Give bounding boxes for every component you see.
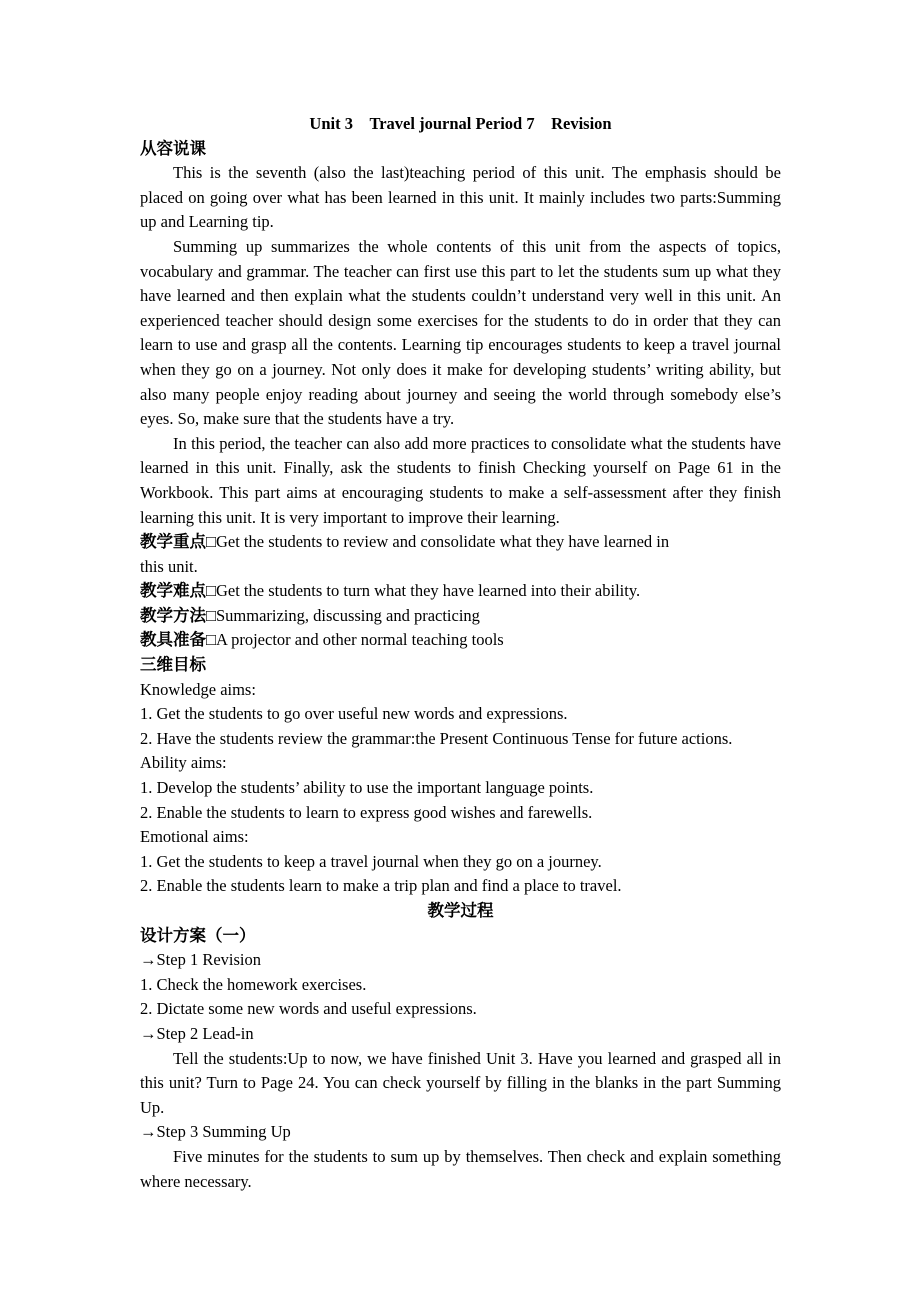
teaching-difficulty-text: Get the students to turn what they have learned into their ability. bbox=[215, 581, 641, 601]
teaching-focus-text-line1: Get the students to review and consolidate what they have learned in bbox=[215, 532, 670, 552]
teaching-method-text: Summarizing, discussing and practicing bbox=[215, 605, 480, 625]
emotional-aims-heading: Emotional aims: bbox=[140, 827, 249, 847]
emotional-aim-item-2: 2. Enable the students learn to make a trip plan and find a place to travel. bbox=[140, 876, 622, 896]
emotional-aim-item-1: 1. Get the students to keep a travel journal when they go on a journey. bbox=[140, 851, 602, 871]
teaching-focus-label: 教学重点□ bbox=[140, 532, 216, 552]
step-3-paragraph: Five minutes for the students to sum up by themselves. Then check and explain something where necessary. bbox=[140, 1146, 781, 1191]
teaching-difficulty-paragraph bbox=[140, 579, 781, 604]
knowledge-aim-item-2: 2. Have the students review the grammar:the Present Continuous Tense for future actions. bbox=[140, 728, 733, 748]
step-2-paragraph: Tell the students:Up to now, we have finished Unit 3. Have you learned and grasped all in this unit? Turn to Page 24. You can check yourself by filling in the blanks in the part Summing Up. bbox=[140, 1048, 781, 1117]
intro-paragraph-1: This is the seventh (also the last)teaching period of this unit. The emphasis should be placed on going over what has been learned in this unit. It mainly includes two parts:Summing up and Learning tip. bbox=[140, 163, 781, 232]
knowledge-aims-heading: Knowledge aims: bbox=[140, 679, 256, 699]
teaching-difficulty-label: 教学难点□ bbox=[140, 581, 216, 601]
teaching-aids-label: 教具准备□ bbox=[140, 630, 216, 650]
plan-heading: 设计方案（一） bbox=[140, 925, 256, 945]
step-3-heading: →Step 3 Summing Up bbox=[140, 1122, 291, 1142]
intro-paragraph-2: Summing up summarizes the whole contents of this unit from the aspects of topics, vocabulary and grammar. The teacher can first use this part to let the students sum up what they have learned and then explain what the students couldn’t understand very well in this unit. An experienced teacher should design some exercises for the students to do in order that they can learn to use and grasp all the contents. Learning tip encourages students to keep a travel journal when they go on a journey. Not only does it make for developing students’ writing ability, but also many people enjoy reading about journey and seeing the world through somebody else’s eyes. So, make sure that the students have a try. bbox=[140, 236, 781, 429]
step-1-item-1: 1. Check the homework exercises. bbox=[140, 974, 367, 994]
ability-aims-heading: Ability aims: bbox=[140, 753, 227, 773]
teaching-focus-text-line2: this unit. bbox=[140, 556, 198, 576]
step-1-item-2: 2. Dictate some new words and useful expressions. bbox=[140, 999, 477, 1019]
document-title: Unit 3 Travel journal Period 7 Revision bbox=[309, 114, 612, 133]
step-2-heading: →Step 2 Lead-in bbox=[140, 1023, 254, 1043]
knowledge-aim-item-1: 1. Get the students to go over useful new words and expressions. bbox=[140, 704, 568, 724]
step-1-heading: →Step 1 Revision bbox=[140, 950, 262, 970]
goals-section-heading: 三维目标 bbox=[140, 655, 206, 675]
teaching-method-paragraph bbox=[140, 604, 781, 629]
intro-paragraph-3: In this period, the teacher can also add more practices to consolidate what the students have learned in this unit. Finally, ask the students to finish Checking yourself on Page 61 in the Workbook. This part aims at encouraging students to make a self-assessment after they finish learning this unit. It is very important to improve their learning. bbox=[140, 433, 781, 527]
teaching-aids-text: A projector and other normal teaching tools bbox=[215, 630, 504, 650]
teaching-method-label: 教学方法□ bbox=[140, 605, 216, 625]
lead-section-heading: 从容说课 bbox=[140, 138, 206, 158]
teaching-focus-paragraph bbox=[140, 530, 781, 579]
ability-aim-item-1: 1. Develop the students’ ability to use the important language points. bbox=[140, 778, 594, 798]
process-section-heading: 教学过程 bbox=[427, 901, 494, 920]
teaching-aids-paragraph bbox=[140, 628, 781, 653]
ability-aim-item-2: 2. Enable the students to learn to express good wishes and farewells. bbox=[140, 802, 593, 822]
